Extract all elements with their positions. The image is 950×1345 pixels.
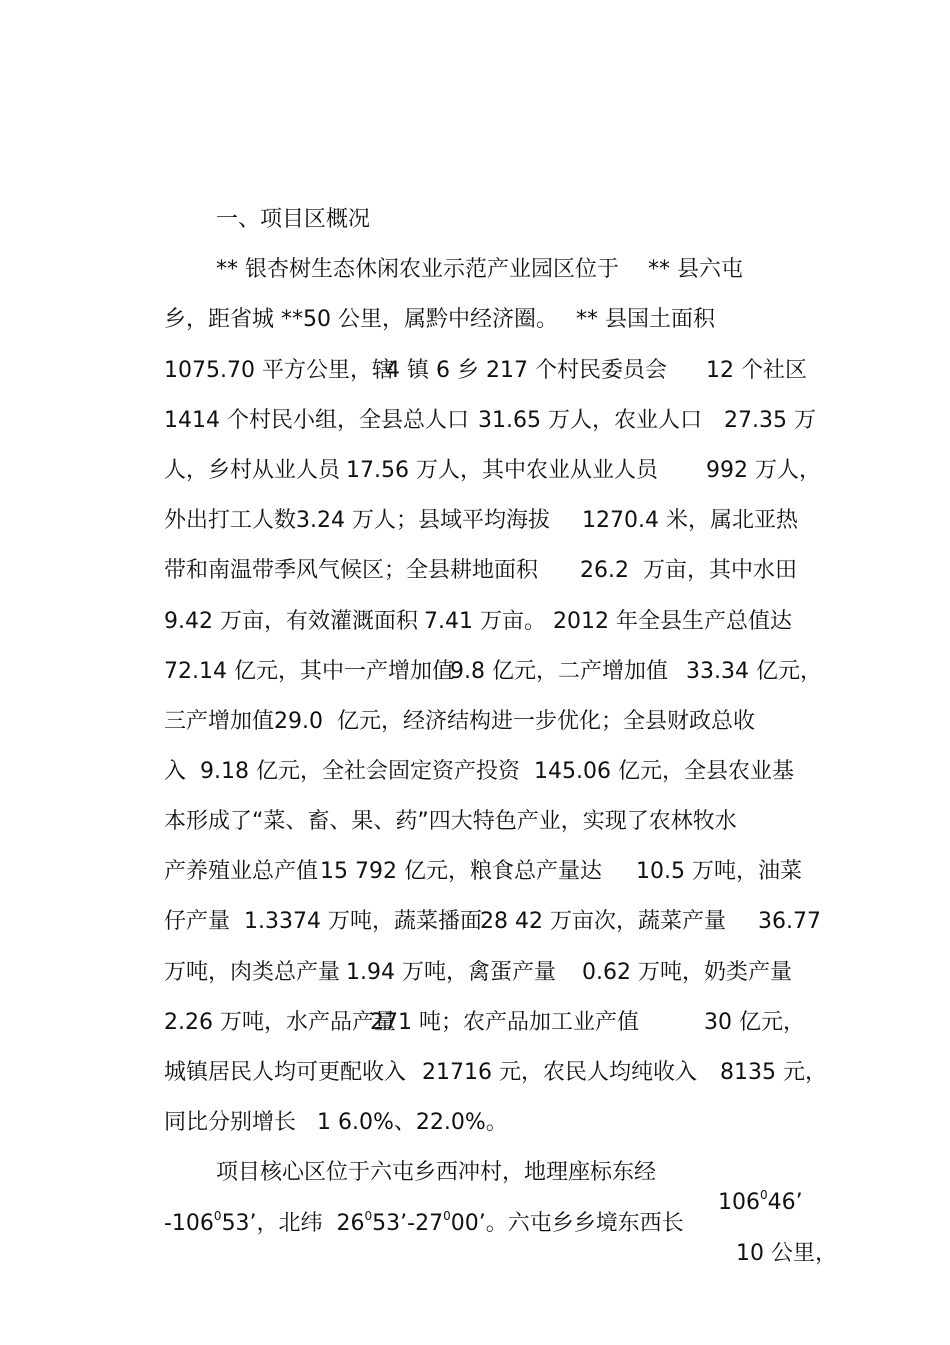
paragraph-line: 9.42 万亩，有效灌溉面积 7.41 万亩。 2012 年全县生产总值达 [163,609,792,634]
paragraph-line: 项目核心区位于六屯乡西冲村，地理座标东经 $106^046$’ [188,1128,656,1248]
paragraph-line: 1075.70 平方公里，辖 4 镇 6 乡 217 个村民委员会 12 个社区 [163,358,807,383]
paragraph-line: 乡，距省城 **50 公里，属黔中经济圈。 ** 县国土面积 [163,307,715,332]
paragraph-line: 产养殖业总产值 15 792 亿元，粮食总产量达 10.5 万吨，油菜 [163,859,802,884]
paragraph-line: 三产增加值 29.0 亿元，经济结构进一步优化；全县财政总收 [163,709,755,734]
paragraph-line: 万吨，肉类总产量 1.94 万吨，禽蛋产量 0.62 万吨，奶类产量 [163,960,792,985]
section-heading: 一、项目区概况 [215,207,370,232]
paragraph-line: 仔产量 1.3374 万吨，蔬菜播面 28 42 万亩次，蔬菜产量 36.77 [163,909,821,934]
paragraph-line: 同比分别增长 1 6.0%、22.0%。 [163,1110,508,1135]
paragraph-line: 本形成了“菜、畜、果、药”四大特色产业，实现了农林牧水 [163,809,737,834]
paragraph-line: 1414 个村民小组，全县总人口 31.65 万人，农业人口 27.35 万 [163,408,816,433]
paragraph-line: 2.26 万吨，水产品产量 271 吨；农产品加工业产值 30 亿元， [163,1010,805,1035]
paragraph-line: 72.14 亿元，其中一产增加值 9.8 亿元，二产增加值 33.34 亿元， [163,659,822,684]
paragraph-line: 人，乡村从业人员 17.56 万人，其中农业从业人员 992 万人， [163,458,821,483]
paragraph-line: $-106^053$’，北纬 $26^053’-27^000$’。六屯乡乡境东西长 10 公里， [163,1209,837,1266]
paragraph-line: ** 银杏树生态休闲农业示范产业园区位于 ** 县六屯 [215,257,743,282]
paragraph-line: 外出打工人数 3.24 万人；县域平均海拔 1270.4 米，属北亚热 [163,508,798,533]
coordinate-text: $106^046$’ [718,1188,803,1215]
paragraph-line: 城镇居民人均可更配收入 21716 元，农民人均纯收入 8135 元， [163,1060,827,1085]
paragraph-line: 入 9.18 亿元，全社会固定资产投资 145.06 亿元，全县农业基 [163,759,794,784]
paragraph-line: 带和南温带季风气候区；全县耕地面积 26.2 万亩，其中水田 [163,558,797,583]
